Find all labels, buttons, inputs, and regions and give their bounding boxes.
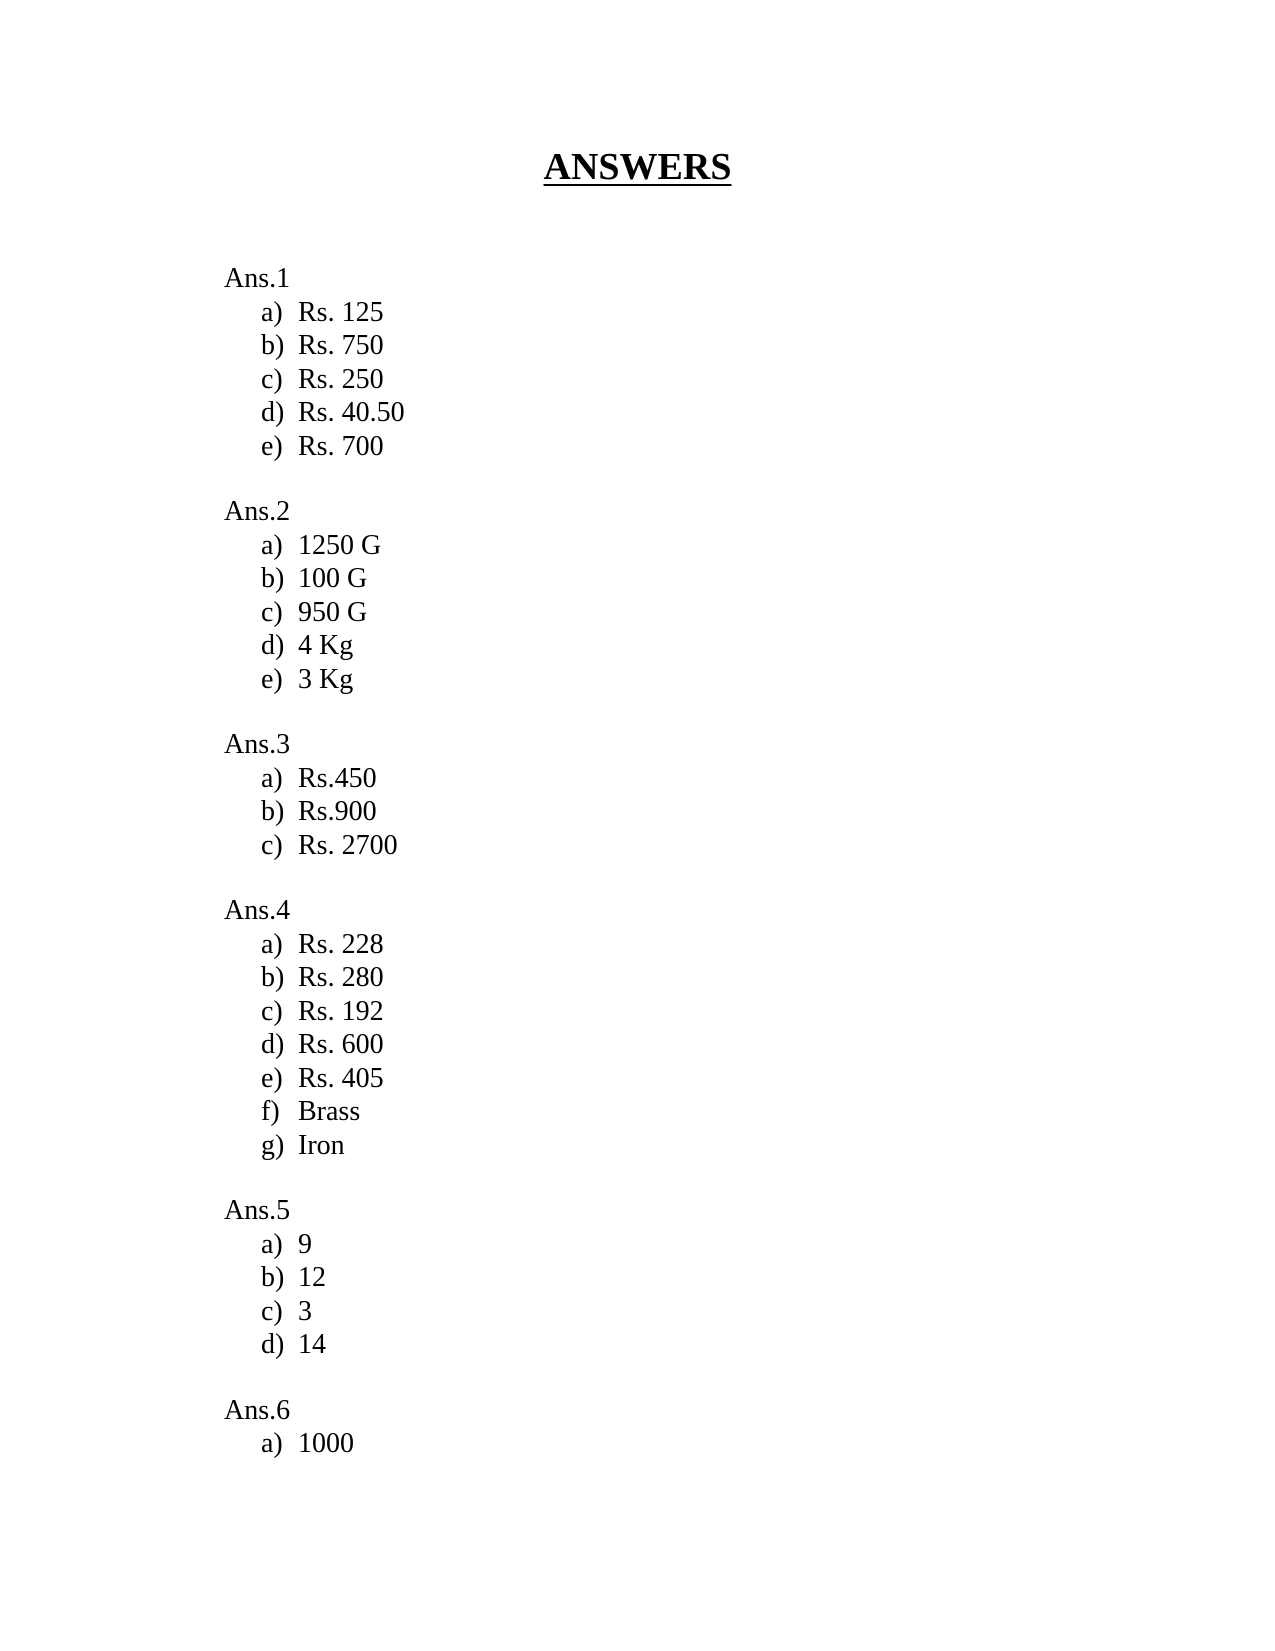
page-title: ANSWERS — [543, 146, 732, 188]
item-letter: e) — [261, 430, 283, 462]
item-value: 12 — [298, 1262, 326, 1293]
item-value: 4 Kg — [298, 630, 354, 661]
answer-heading: Ans.1 — [224, 263, 291, 294]
item-value: Rs.900 — [298, 796, 377, 827]
answer-item — [224, 529, 924, 563]
answer-list — [224, 928, 924, 1163]
item-letter: d) — [261, 397, 285, 428]
item-value: Rs. 228 — [298, 928, 384, 960]
answer-item — [224, 363, 924, 397]
answer-item — [224, 1228, 924, 1262]
answer-heading: Ans.6 — [224, 1394, 291, 1426]
answer-item — [224, 396, 924, 430]
answer-item — [224, 629, 924, 663]
answer-block-5 — [224, 1194, 924, 1362]
item-value: Rs.450 — [298, 762, 377, 794]
answer-block-2 — [224, 495, 924, 696]
answer-item — [224, 1062, 924, 1096]
item-value: 3 — [298, 1295, 312, 1327]
item-letter: c) — [261, 829, 283, 861]
item-value: 100 G — [298, 563, 368, 594]
item-letter: b) — [261, 1262, 285, 1293]
item-letter: a) — [261, 296, 283, 328]
item-value: Rs. 700 — [298, 430, 384, 462]
answer-list — [224, 1228, 924, 1362]
answer-block-4 — [224, 894, 924, 1162]
item-value: 1250 G — [298, 529, 382, 561]
item-letter: a) — [261, 1428, 283, 1459]
item-value: 1000 — [298, 1428, 354, 1459]
answer-item — [224, 329, 924, 363]
item-letter: g) — [261, 1129, 285, 1161]
item-letter: c) — [261, 1295, 283, 1327]
answer-heading: Ans.5 — [224, 1195, 291, 1226]
answer-item — [224, 296, 924, 330]
answer-item — [224, 928, 924, 962]
item-value: Rs. 40.50 — [298, 397, 405, 428]
item-letter: d) — [261, 1029, 285, 1060]
answers-section — [224, 262, 924, 1493]
item-value: Rs. 600 — [298, 1029, 384, 1060]
answer-heading: Ans.2 — [224, 496, 291, 527]
answer-item — [224, 961, 924, 995]
answer-block-3 — [224, 728, 924, 862]
answer-block-6 — [224, 1394, 924, 1461]
item-letter: a) — [261, 928, 283, 960]
answer-list — [224, 762, 924, 863]
item-letter: b) — [261, 962, 285, 993]
answer-item — [224, 1129, 924, 1163]
item-letter: b) — [261, 796, 285, 827]
item-letter: e) — [261, 663, 283, 695]
answer-item — [224, 1427, 924, 1461]
answer-heading: Ans.4 — [224, 895, 291, 926]
item-value: Rs. 192 — [298, 995, 384, 1027]
item-value: Rs. 405 — [298, 1062, 384, 1094]
answer-item — [224, 430, 924, 464]
answer-heading: Ans.3 — [224, 729, 291, 760]
answer-item — [224, 829, 924, 863]
answer-item — [224, 596, 924, 630]
answer-item — [224, 762, 924, 796]
item-value: Iron — [298, 1129, 345, 1161]
item-letter: b) — [261, 563, 285, 594]
item-value: Brass — [298, 1096, 361, 1127]
answer-item — [224, 562, 924, 596]
item-value: Rs. 2700 — [298, 829, 398, 861]
item-letter: d) — [261, 630, 285, 661]
item-letter: a) — [261, 762, 283, 794]
answer-list — [224, 1427, 924, 1461]
item-letter: f) — [261, 1096, 280, 1127]
item-value: Rs. 280 — [298, 962, 384, 993]
answer-item — [224, 663, 924, 697]
item-value: Rs. 250 — [298, 363, 384, 395]
answer-item — [224, 795, 924, 829]
item-value: Rs. 125 — [298, 296, 384, 328]
item-letter: a) — [261, 529, 283, 561]
item-value: 950 G — [298, 596, 368, 628]
answer-item — [224, 1028, 924, 1062]
item-value: 14 — [298, 1329, 326, 1360]
item-letter: b) — [261, 330, 285, 361]
answer-item — [224, 1328, 924, 1362]
item-value: 3 Kg — [298, 663, 354, 695]
item-letter: a) — [261, 1228, 283, 1260]
answer-list — [224, 529, 924, 697]
item-value: 9 — [298, 1228, 312, 1260]
answer-item — [224, 1095, 924, 1129]
answer-list — [224, 296, 924, 464]
item-letter: c) — [261, 596, 283, 628]
answer-block-1 — [224, 262, 924, 463]
item-letter: c) — [261, 995, 283, 1027]
item-letter: d) — [261, 1329, 285, 1360]
answer-item — [224, 1295, 924, 1329]
answer-item — [224, 1261, 924, 1295]
answer-item — [224, 995, 924, 1029]
item-value: Rs. 750 — [298, 330, 384, 361]
item-letter: c) — [261, 363, 283, 395]
item-letter: e) — [261, 1062, 283, 1094]
